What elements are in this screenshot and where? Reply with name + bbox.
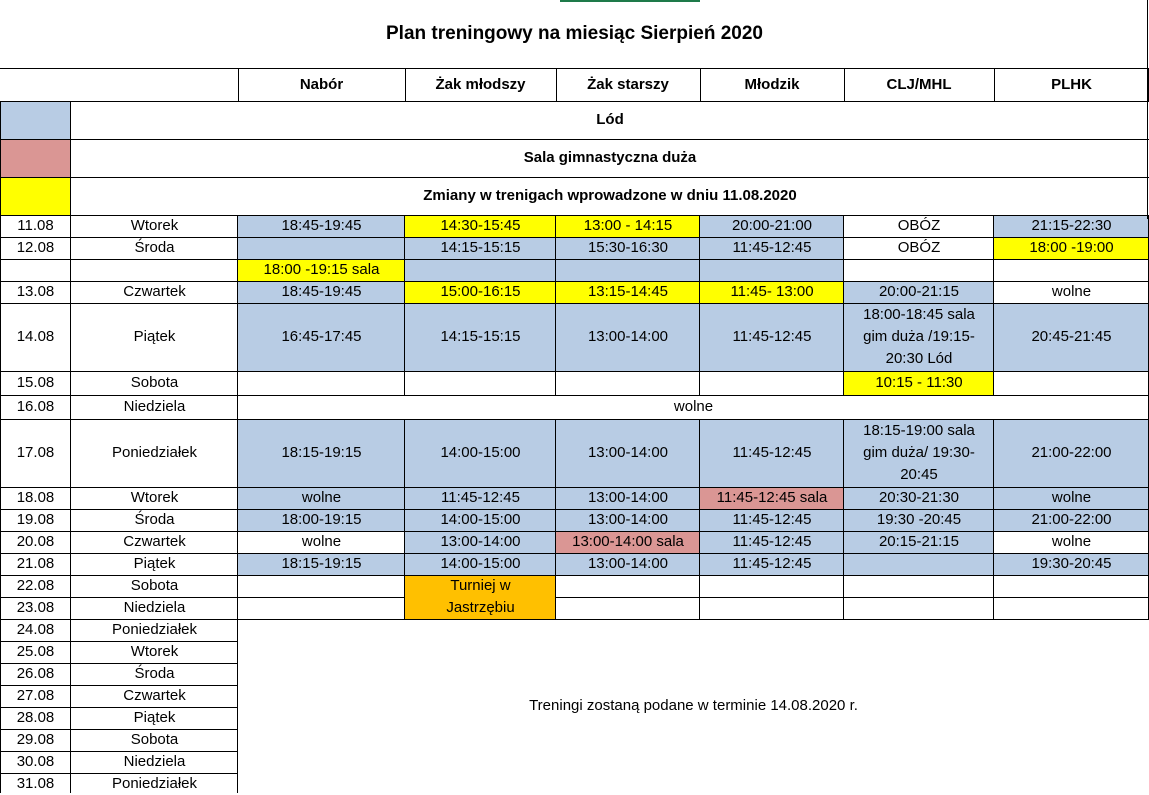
grid-line: [0, 259, 238, 260]
schedule-cell: 21:00-22:00: [994, 419, 1149, 487]
schedule-cell: [994, 371, 1149, 395]
schedule-cell: [700, 259, 844, 281]
grid-line: [0, 729, 238, 730]
schedule-cell: 13:00-14:00: [556, 303, 700, 371]
schedule-cell: 18:45-19:45: [238, 281, 405, 303]
schedule-cell: 14:00-15:00: [405, 419, 556, 487]
grid-line: [0, 575, 238, 576]
merged-cell: wolne: [673, 398, 714, 415]
schedule-cell: wolne: [994, 487, 1149, 509]
grid-line: [238, 281, 1149, 282]
schedule-cell: 11:45-12:45: [700, 509, 844, 531]
row-day: Sobota: [130, 731, 179, 748]
schedule-cell: 16:45-17:45: [238, 303, 405, 371]
row-day: Niedziela: [123, 753, 186, 770]
left-border: [0, 101, 1, 793]
grid-line: [555, 215, 556, 395]
schedule-cell: 13:00-14:00: [556, 509, 700, 531]
grid-line: [0, 619, 238, 620]
grid-line: [993, 419, 994, 619]
schedule-cell: 18:45-19:45: [238, 215, 405, 237]
row-day: Środa: [134, 665, 175, 682]
grid-line: [0, 371, 238, 372]
schedule-cell: 15:30-16:30: [556, 237, 700, 259]
schedule-cell: 14:15-15:15: [405, 303, 556, 371]
grid-line: [0, 531, 238, 532]
grid-line: [0, 281, 238, 282]
grid-line: [0, 215, 1149, 216]
schedule-cell: 18:15-19:15: [238, 419, 405, 487]
schedule-cell: 14:30-15:45: [405, 215, 556, 237]
schedule-cell: 14:15-15:15: [405, 237, 556, 259]
row-date: 22.08: [16, 577, 55, 594]
schedule-cell: 13:00-14:00: [405, 531, 556, 553]
schedule-cell: 13:15-14:45: [556, 281, 700, 303]
schedule-cell: 11:45-12:45: [700, 553, 844, 575]
schedule-cell: [238, 237, 405, 259]
schedule-cell: 19:30 -20:45: [844, 509, 994, 531]
schedule-note: Treningi zostaną podane w terminie 14.08.2020 r.: [529, 697, 858, 714]
schedule-cell: [556, 371, 700, 395]
schedule-cell: 20:45-21:45: [994, 303, 1149, 371]
row-day: Czwartek: [123, 687, 186, 704]
column-header: Nabór: [299, 75, 344, 93]
column-header: PLHK: [1051, 75, 1092, 93]
row-date: 31.08: [16, 775, 55, 792]
schedule-cell: 13:00 - 14:15: [556, 215, 700, 237]
schedule-cell: 11:45-12:45 sala: [700, 487, 844, 509]
row-date: 30.08: [16, 753, 55, 770]
schedule-cell: wolne: [1051, 533, 1092, 550]
schedule-cell: 18:00 -19:00: [994, 237, 1149, 259]
grid-line: [0, 751, 238, 752]
schedule-cell: 19:30-20:45: [994, 553, 1149, 575]
row-date: 23.08: [16, 599, 55, 616]
schedule-cell: 11:45-12:45: [700, 303, 844, 371]
schedule-cell: 11:45-12:45: [700, 419, 844, 487]
schedule-cell: [844, 597, 994, 619]
row-day: Sobota: [130, 577, 179, 594]
grid-line: [238, 68, 239, 101]
schedule-cell: [700, 597, 844, 619]
row-date: 21.08: [16, 555, 55, 572]
row-day: Czwartek: [123, 533, 186, 550]
schedule-cell: [844, 553, 994, 575]
grid-line: [238, 259, 1149, 260]
grid-line: [0, 303, 238, 304]
schedule-cell: 18:15-19:15: [238, 553, 405, 575]
row-day: Piątek: [133, 328, 176, 345]
grid-line: [0, 597, 238, 598]
grid-line: [238, 395, 1149, 396]
schedule-cell: 11:45-12:45: [700, 531, 844, 553]
schedule-cell: 10:15 - 11:30: [844, 371, 994, 395]
schedule-cell: 20:00-21:15: [844, 281, 994, 303]
grid-line: [0, 773, 238, 774]
schedule-cell: [844, 575, 994, 597]
grid-line: [238, 237, 1149, 238]
grid-line: [0, 707, 238, 708]
schedule-cell: 20:00-21:00: [700, 215, 844, 237]
grid-line: [556, 597, 1149, 598]
schedule-cell: [405, 259, 556, 281]
schedule-cell: wolne: [1051, 283, 1092, 300]
row-date: 25.08: [16, 643, 55, 660]
row-day: Poniedziałek: [111, 621, 198, 638]
row-date: 14.08: [16, 328, 55, 345]
schedule-cell: [994, 259, 1149, 281]
schedule-cell: [556, 597, 700, 619]
grid-line: [238, 575, 1149, 576]
grid-line: [0, 553, 238, 554]
schedule-cell: 20:15-21:15: [844, 531, 994, 553]
column-header: Żak starszy: [587, 75, 669, 93]
row-day: Środa: [134, 239, 175, 256]
schedule-cell: 13:00-14:00: [556, 419, 700, 487]
row-day: Niedziela: [123, 599, 186, 616]
schedule-cell: [994, 575, 1149, 597]
schedule-cell: wolne: [238, 487, 405, 509]
grid-line: [700, 68, 701, 101]
grid-line: [404, 419, 405, 619]
schedule-cell: 13:00-14:00: [556, 553, 700, 575]
schedule-cell: [994, 597, 1149, 619]
grid-line: [0, 101, 1149, 102]
row-date: 26.08: [16, 665, 55, 682]
schedule-cell: [556, 575, 700, 597]
schedule-cell: [844, 259, 994, 281]
right-border: [1147, 0, 1148, 219]
grid-line: [699, 215, 700, 395]
row-day: Czwartek: [123, 283, 186, 300]
schedule-cell: 11:45- 13:00: [700, 281, 844, 303]
grid-line: [238, 419, 1149, 420]
schedule-cell: Turniej w Jastrzębiu: [405, 575, 556, 619]
row-day: Wtorek: [130, 489, 179, 506]
grid-line: [238, 619, 1149, 620]
grid-line: [993, 215, 994, 395]
row-date: 20.08: [16, 533, 55, 550]
schedule-cell: [700, 575, 844, 597]
grid-line: [0, 419, 238, 420]
row-date: 28.08: [16, 709, 55, 726]
grid-line: [843, 215, 844, 395]
grid-line: [238, 509, 1149, 510]
schedule-cell: 14:00-15:00: [405, 509, 556, 531]
row-day: Środa: [134, 511, 175, 528]
grid-line: [238, 487, 1149, 488]
schedule-cell: [238, 575, 405, 597]
grid-line: [0, 641, 238, 642]
legend-swatch-gym: [0, 139, 71, 177]
row-date: 19.08: [16, 511, 55, 528]
row-day: Piątek: [133, 709, 176, 726]
schedule-cell: OBÓZ: [897, 217, 941, 234]
schedule-cell: OBÓZ: [897, 239, 941, 256]
schedule-cell: 18:00 -19:15 sala: [238, 259, 405, 281]
grid-line: [555, 419, 556, 619]
row-date: 17.08: [16, 444, 55, 461]
legend-label-ice: Lód: [596, 111, 624, 128]
legend-swatch-changes: [0, 177, 71, 215]
grid-line: [0, 177, 1149, 178]
column-header: Młodzik: [744, 75, 800, 93]
row-day: Poniedziałek: [111, 444, 198, 461]
grid-line: [238, 371, 1149, 372]
row-date: 16.08: [16, 398, 55, 415]
column-header: CLJ/MHL: [886, 75, 952, 93]
grid-line: [699, 419, 700, 619]
grid-line: [0, 487, 238, 488]
legend-swatch-ice: [0, 101, 71, 139]
schedule-cell: 21:15-22:30: [994, 215, 1149, 237]
grid-line: [0, 685, 238, 686]
row-day: Wtorek: [130, 643, 179, 660]
grid-line: [843, 419, 844, 619]
schedule-cell: [238, 371, 405, 395]
grid-line: [405, 68, 406, 101]
grid-line: [0, 237, 238, 238]
row-date: 27.08: [16, 687, 55, 704]
row-day: Piątek: [133, 555, 176, 572]
grid-line: [238, 553, 1149, 554]
legend-label-changes: Zmiany w trenigach wprowadzone w dniu 11.08.2020: [423, 187, 797, 204]
grid-line: [238, 303, 1149, 304]
row-date: 18.08: [16, 489, 55, 506]
grid-line: [238, 531, 1149, 532]
schedule-cell: 18:15-19:00 sala gim duża/ 19:30- 20:45: [844, 419, 994, 487]
grid-line: [0, 139, 1149, 140]
row-date: 24.08: [16, 621, 55, 638]
legend-divider: [70, 101, 71, 215]
schedule-cell: 15:00-16:15: [405, 281, 556, 303]
row-date: 15.08: [16, 374, 55, 391]
grid-line: [0, 509, 238, 510]
grid-line: [556, 68, 557, 101]
schedule-cell: 11:45-12:45: [700, 237, 844, 259]
column-header: Żak młodszy: [435, 75, 526, 93]
row-date: 13.08: [16, 283, 55, 300]
row-day: Sobota: [130, 374, 179, 391]
grid-line: [0, 395, 238, 396]
schedule-cell: wolne: [301, 533, 342, 550]
schedule-cell: 20:30-21:30: [844, 487, 994, 509]
row-date: [0, 259, 71, 281]
row-date: 29.08: [16, 731, 55, 748]
schedule-cell: 13:00-14:00 sala: [556, 531, 700, 553]
schedule-cell: [238, 597, 405, 619]
schedule-cell: 14:00-15:00: [405, 553, 556, 575]
title-bottom-border: [0, 68, 1149, 69]
schedule-cell: [700, 371, 844, 395]
schedule-cell: 18:00-18:45 sala gim duża /19:15- 20:30 Lód: [844, 303, 994, 371]
page-title: Plan treningowy na miesiąc Sierpień 2020: [386, 23, 763, 44]
schedule-cell: 18:00-19:15: [238, 509, 405, 531]
row-day: Niedziela: [123, 398, 186, 415]
grid-line: [994, 68, 995, 101]
legend-label-gym: Sala gimnastyczna duża: [523, 149, 697, 166]
grid-line: [238, 597, 405, 598]
row-day: Wtorek: [130, 217, 179, 234]
grid-line: [404, 215, 405, 395]
schedule-cell: 13:00-14:00: [556, 487, 700, 509]
grid-line: [844, 68, 845, 101]
row-day: Poniedziałek: [111, 775, 198, 792]
schedule-cell: 11:45-12:45: [405, 487, 556, 509]
row-date: 12.08: [16, 239, 55, 256]
row-day: [71, 259, 238, 281]
schedule-cell: [556, 259, 700, 281]
grid-line: [0, 663, 238, 664]
schedule-cell: 21:00-22:00: [994, 509, 1149, 531]
row-date: 11.08: [17, 217, 54, 234]
schedule-cell: [405, 371, 556, 395]
